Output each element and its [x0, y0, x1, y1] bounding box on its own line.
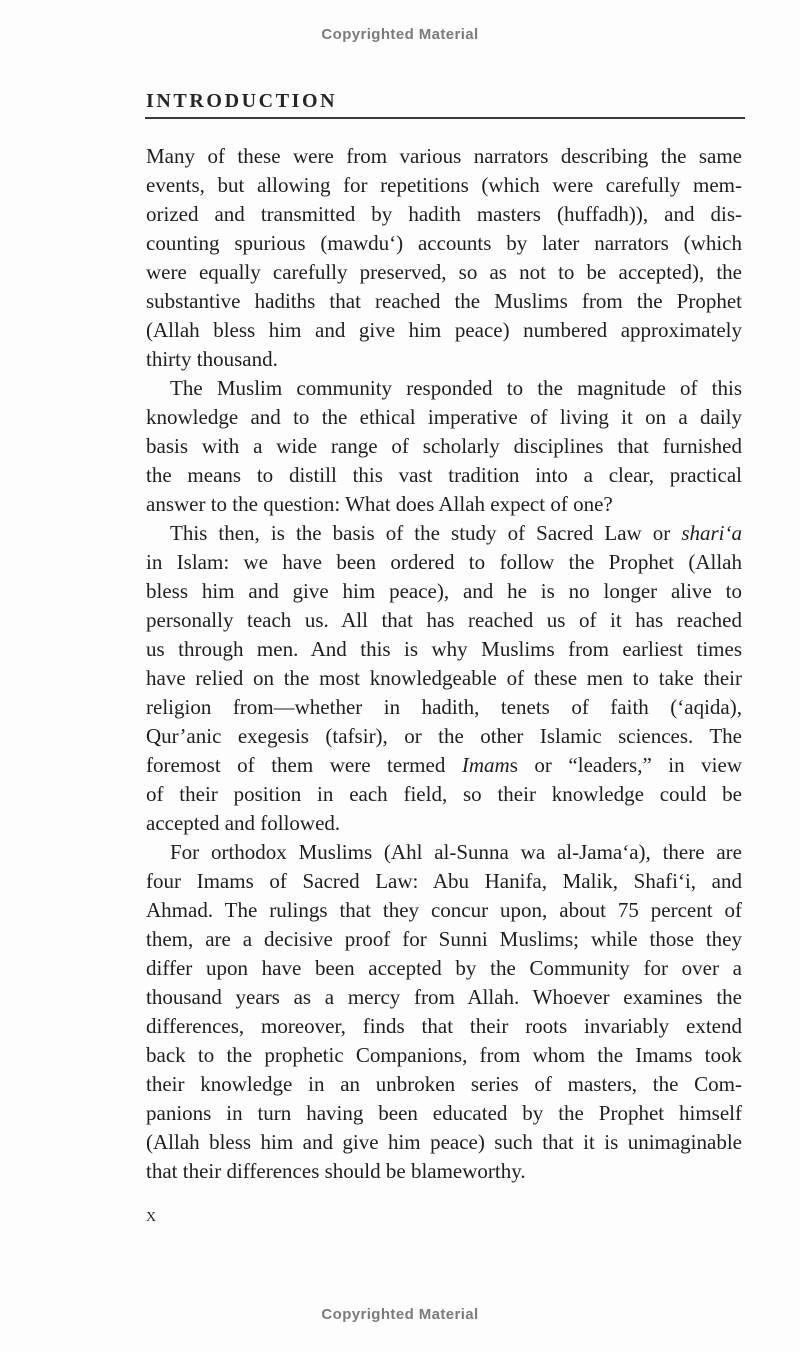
- text-line: [146, 1041, 742, 1070]
- text-line: [146, 1070, 742, 1099]
- text-line: [146, 664, 742, 693]
- text-segment: answer to the question: What does Allah expect of one?: [146, 492, 613, 516]
- text-segment: four Imams of Sacred Law: Abu Hanifa, Malik, Shafi‘i, and: [146, 869, 742, 893]
- text-segment: Qur’anic exegesis (tafsir), or the other Islamic sciences. The: [146, 724, 742, 748]
- text-line: [146, 374, 742, 403]
- paragraph: [146, 838, 742, 1186]
- text-segment: of their position in each field, so their knowledge could be: [146, 782, 742, 806]
- text-segment: s or “leaders,” in view: [509, 753, 742, 777]
- text-line: [146, 1157, 742, 1186]
- text-line: [146, 606, 742, 635]
- text-line: [146, 461, 742, 490]
- text-line: [146, 751, 742, 780]
- copyright-notice-bottom: Copyrighted Material: [321, 1306, 479, 1323]
- text-line: [146, 258, 742, 287]
- text-line: [146, 577, 742, 606]
- text-segment: orized and transmitted by hadith masters (huffadh)), and dis-: [146, 202, 742, 226]
- text-segment: substantive hadiths that reached the Muslims from the Prophet: [146, 289, 742, 313]
- text-segment: were equally carefully preserved, so as not to be accepted), the: [146, 260, 742, 284]
- text-line: [146, 896, 742, 925]
- text-segment: events, but allowing for repetitions (which were carefully mem-: [146, 173, 742, 197]
- text-line: [146, 809, 742, 838]
- text-line: [146, 867, 742, 896]
- chapter-title: INTRODUCTION: [146, 90, 338, 112]
- text-segment: thousand years as a mercy from Allah. Whoever examines the: [146, 985, 742, 1009]
- copyright-notice-top: Copyrighted Material: [321, 26, 479, 43]
- text-segment: their knowledge in an unbroken series of masters, the Com-: [146, 1072, 742, 1096]
- text-segment: in Islam: we have been ordered to follow the Prophet (Allah: [146, 550, 742, 574]
- text-segment: thirty thousand.: [146, 347, 278, 371]
- text-line: [146, 925, 742, 954]
- text-line: [146, 838, 742, 867]
- paragraph: [146, 142, 742, 374]
- text-line: [146, 693, 742, 722]
- text-segment: them, are a decisive proof for Sunni Muslims; while those they: [146, 927, 742, 951]
- paragraph: [146, 519, 742, 838]
- page-number: x: [146, 1204, 157, 1226]
- text-line: [146, 722, 742, 751]
- text-line: [146, 954, 742, 983]
- text-segment: back to the prophetic Companions, from whom the Imams took: [146, 1043, 742, 1067]
- text-line: [146, 403, 742, 432]
- text-line: [146, 345, 742, 374]
- paragraph: [146, 374, 742, 519]
- text-line: [146, 548, 742, 577]
- text-line: [146, 1012, 742, 1041]
- text-segment: panions in turn having been educated by the Prophet himself: [146, 1101, 742, 1125]
- italic-term: Imam: [461, 753, 510, 777]
- text-segment: foremost of them were termed: [146, 753, 462, 777]
- text-line: [146, 142, 742, 171]
- text-segment: Many of these were from various narrators describing the same: [146, 144, 742, 168]
- text-line: [146, 287, 742, 316]
- text-line: [146, 1099, 742, 1128]
- text-line: [146, 229, 742, 258]
- text-line: [146, 635, 742, 664]
- page-body: [146, 142, 742, 1186]
- text-line: [146, 316, 742, 345]
- text-line: [146, 490, 742, 519]
- text-segment: knowledge and to the ethical imperative of living it on a daily: [146, 405, 742, 429]
- text-line: [146, 519, 742, 548]
- text-segment: bless him and give him peace), and he is no longer alive to: [146, 579, 742, 603]
- text-line: [146, 171, 742, 200]
- text-segment: Ahmad. The rulings that they concur upon, about 75 percent of: [146, 898, 742, 922]
- text-segment: accepted and followed.: [146, 811, 341, 835]
- text-segment: differences, moreover, finds that their roots invariably extend: [146, 1014, 742, 1038]
- text-segment: religion from—whether in hadith, tenets of faith (‘aqida),: [146, 695, 742, 719]
- text-line: [146, 780, 742, 809]
- text-line: [146, 983, 742, 1012]
- chapter-header: [146, 90, 337, 113]
- text-segment: have relied on the most knowledgeable of these men to take their: [146, 666, 742, 690]
- italic-term: shari‘a: [681, 521, 742, 545]
- text-segment: that their differences should be blameworthy.: [146, 1159, 526, 1183]
- text-segment: basis with a wide range of scholarly disciplines that furnished: [146, 434, 742, 458]
- text-segment: the means to distill this vast tradition into a clear, practical: [146, 463, 742, 487]
- text-line: [146, 432, 742, 461]
- text-segment: This then, is the basis of the study of Sacred Law or: [170, 521, 682, 545]
- text-segment: counting spurious (mawdu‘) accounts by later narrators (which: [146, 231, 742, 255]
- header-rule: [145, 117, 745, 119]
- text-segment: The Muslim community responded to the magnitude of this: [170, 376, 742, 400]
- text-line: [146, 200, 742, 229]
- text-segment: For orthodox Muslims (Ahl al-Sunna wa al-Jama‘a), there are: [170, 840, 742, 864]
- text-segment: (Allah bless him and give him peace) such that it is unimaginable: [146, 1130, 742, 1154]
- text-line: [146, 1128, 742, 1157]
- text-segment: personally teach us. All that has reached us of it has reached: [146, 608, 742, 632]
- text-segment: differ upon have been accepted by the Community for over a: [146, 956, 742, 980]
- text-segment: (Allah bless him and give him peace) numbered approximately: [146, 318, 742, 342]
- text-segment: us through men. And this is why Muslims from earliest times: [146, 637, 742, 661]
